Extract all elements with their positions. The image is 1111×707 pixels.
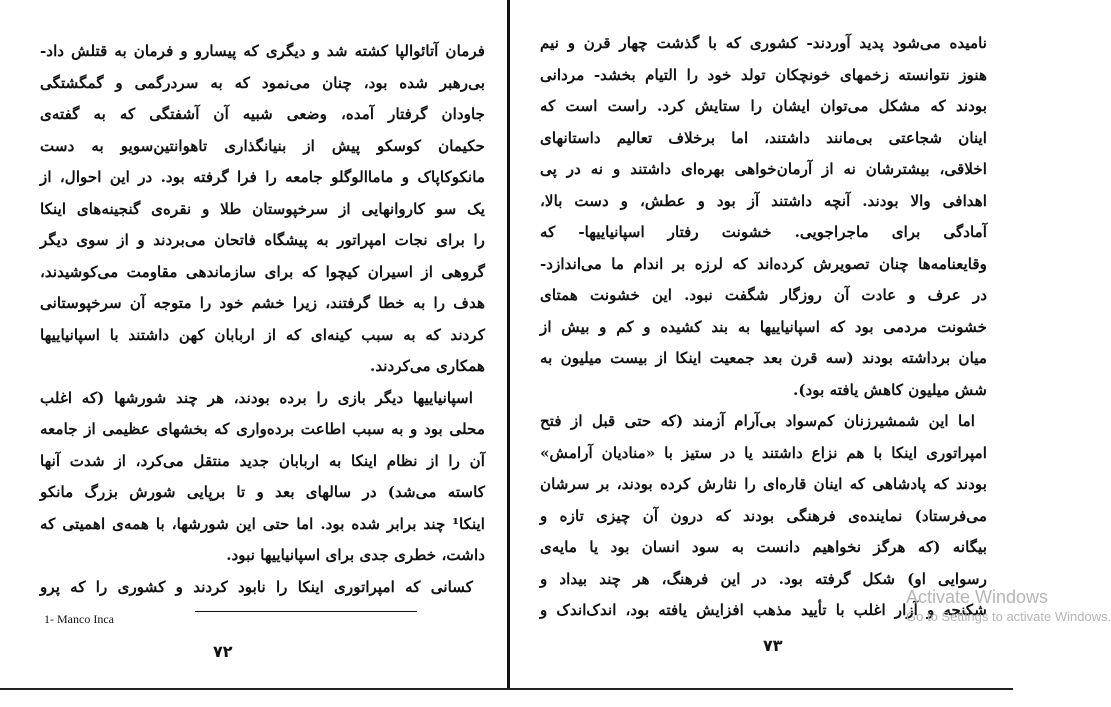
- text-line: می‌فرستاد) نماینده‌ی فرهنگی بودند که درون آن چیزی تازه و: [540, 506, 987, 525]
- text-line: اسپانیاییها دیگر بازی را برده بودند، هر چند شورشها (که اغلب: [40, 388, 473, 407]
- text-line: هدف را به خطا گرفتند، زیرا خشم خود را متوجه آن سرخپوستانی: [40, 294, 485, 312]
- text-line: رسوایی او) شکل گرفته بود. در این فرهنگ، هر چند بیداد و: [540, 569, 987, 588]
- page-number: ۷۲: [213, 642, 233, 661]
- text-line: در عرف و عادت آن روزگار شگفت نبود. این خشونت همتای: [540, 286, 987, 304]
- footnote-divider: [195, 611, 417, 612]
- text-line: محلی بود و به سبب اطاعت برده‌واری که بخشهای عظیمی از جامعه: [40, 420, 485, 438]
- bottom-edge-bar: [0, 688, 1013, 707]
- text-line: شکنجه و آزار اغلب با تأیید مذهب افزایش یافته بود، اندک‌اندک و: [540, 601, 987, 619]
- text-line: بیگانه (که هرگز نخواهیم دانست به سود انسان بود یا مایه‌ی: [540, 538, 987, 556]
- text-line: اخلاقی، بیشترشان نه از آرمان‌خواهی بهره‌ای داشتند و نه در پی: [540, 160, 987, 178]
- text-line: هنوز نتوانسته زخمهای خونچکان تولد خود را التیام بخشد- مردانی: [540, 65, 987, 84]
- watermark-title: Activate Windows: [906, 587, 1049, 607]
- text-line: امپراتوری اینکا با هم نزاع داشتند یا در ستیز با «منادیان آرامش»: [540, 443, 987, 462]
- text-line: جاودان گرفتار آمده، وضعی شبیه آن آشفتگی که به گفته‌ی: [40, 105, 485, 123]
- text-line: کسانی که امپراتوری اینکا را نابود کردند و کشوری را که پرو: [40, 577, 473, 596]
- text-line: داشت، خطری جدی برای اسپانیاییها نبود.: [226, 546, 485, 564]
- text-line: را برای نجات امپراتور به پیشگاه فاتحان می‌بردند و از سوی دیگر: [40, 231, 485, 249]
- right-page-body-text: [540, 28, 987, 627]
- text-line: گروهی از اسیران کیچوا که برای سازماندهی مقاومت می‌کوشیدند،: [40, 262, 485, 281]
- activate-windows-watermark: [906, 587, 1111, 624]
- book-spine-divider: [507, 0, 510, 705]
- text-line: بودند که پادشاهی که اینان قاره‌ای را نثارش کرده بودند، بر سرشان: [540, 475, 987, 493]
- page-number: ۷۳: [763, 636, 783, 655]
- text-line: اینکا¹ چند برابر شده بود. اما حتی این شورشها، با همه‌ی اهمیتی که: [40, 514, 485, 533]
- watermark-subtitle: Go to Settings to activate Windows.: [906, 608, 1111, 624]
- text-line: اما این شمشیرزنان کم‌سواد بی‌آرام آزمند (که حتی قبل از فتح: [540, 412, 975, 430]
- text-line: آن را از نظام اینکا به اربابان جدید منتقل می‌کرد، از شدت آنها: [40, 451, 485, 470]
- text-line: اینان شجاعتی بی‌مانند داشتند، اما برخلاف تعالیم داستانهای: [540, 128, 987, 147]
- text-line: حکیمان کوسکو پیش از بنیانگذاری تاهوانتین‌سویو به دست: [40, 136, 485, 155]
- text-line: میان برداشته بودند (سه قرن بعد جمعیت اینکا از بیست میلیون به: [540, 349, 987, 367]
- text-line: یک سو کاروانهایی از سرخپوستان طلا و نقره‌ی گنجینه‌های اینکا: [40, 199, 485, 218]
- footnote: 1- Manco Inca: [44, 612, 114, 626]
- text-line: وقایعنامه‌ها چنان تصویرش کرده‌اند که لرزه بر اندام ما می‌اندازد-: [540, 254, 987, 273]
- text-line: فرمان آتائوالپا کشته شد و دیگری که پیسارو و فرمان به قتلش داد-: [40, 42, 485, 60]
- text-line: آمادگی برای ماجراجویی. خشونت رفتار اسپانیاییها- که: [540, 223, 987, 241]
- text-line: همکاری می‌کردند.: [370, 357, 485, 375]
- text-line: بی‌رهبر شده بود، چنان می‌نمود که به سردرگمی و گمگشتگی: [40, 73, 485, 92]
- text-line: کاسته می‌شد) در سالهای بعد و تا برپایی شورش بزرگ مانکو: [40, 483, 485, 501]
- text-line: کردند که به سبب کینه‌ای که از اربابان کهن داشتند با اسپانیاییها: [40, 325, 485, 344]
- text-line: نامیده می‌شود پدید آوردند- کشوری که با گذشت چهار قرن و نیم: [540, 34, 987, 52]
- text-line: اهدافی والا بودند. آنچه داشتند آز بود و عطش، و دست بالا،: [540, 191, 987, 210]
- text-line: شش میلیون کاهش یافته بود).: [793, 380, 987, 399]
- text-line: بودند که مشکل می‌توان ایشان را ستایش کرد. راست است که: [540, 97, 987, 115]
- text-line: مانکوکاپاک و ماماالوگلو جامعه را فرا گرفته بود. در این احوال، از: [40, 168, 485, 186]
- left-page-body-text: [40, 36, 485, 603]
- text-line: خشونت مردمی بود که اسپانیاییها به بند کشیده و کم و بیش از: [540, 317, 987, 336]
- left-page: [0, 0, 508, 690]
